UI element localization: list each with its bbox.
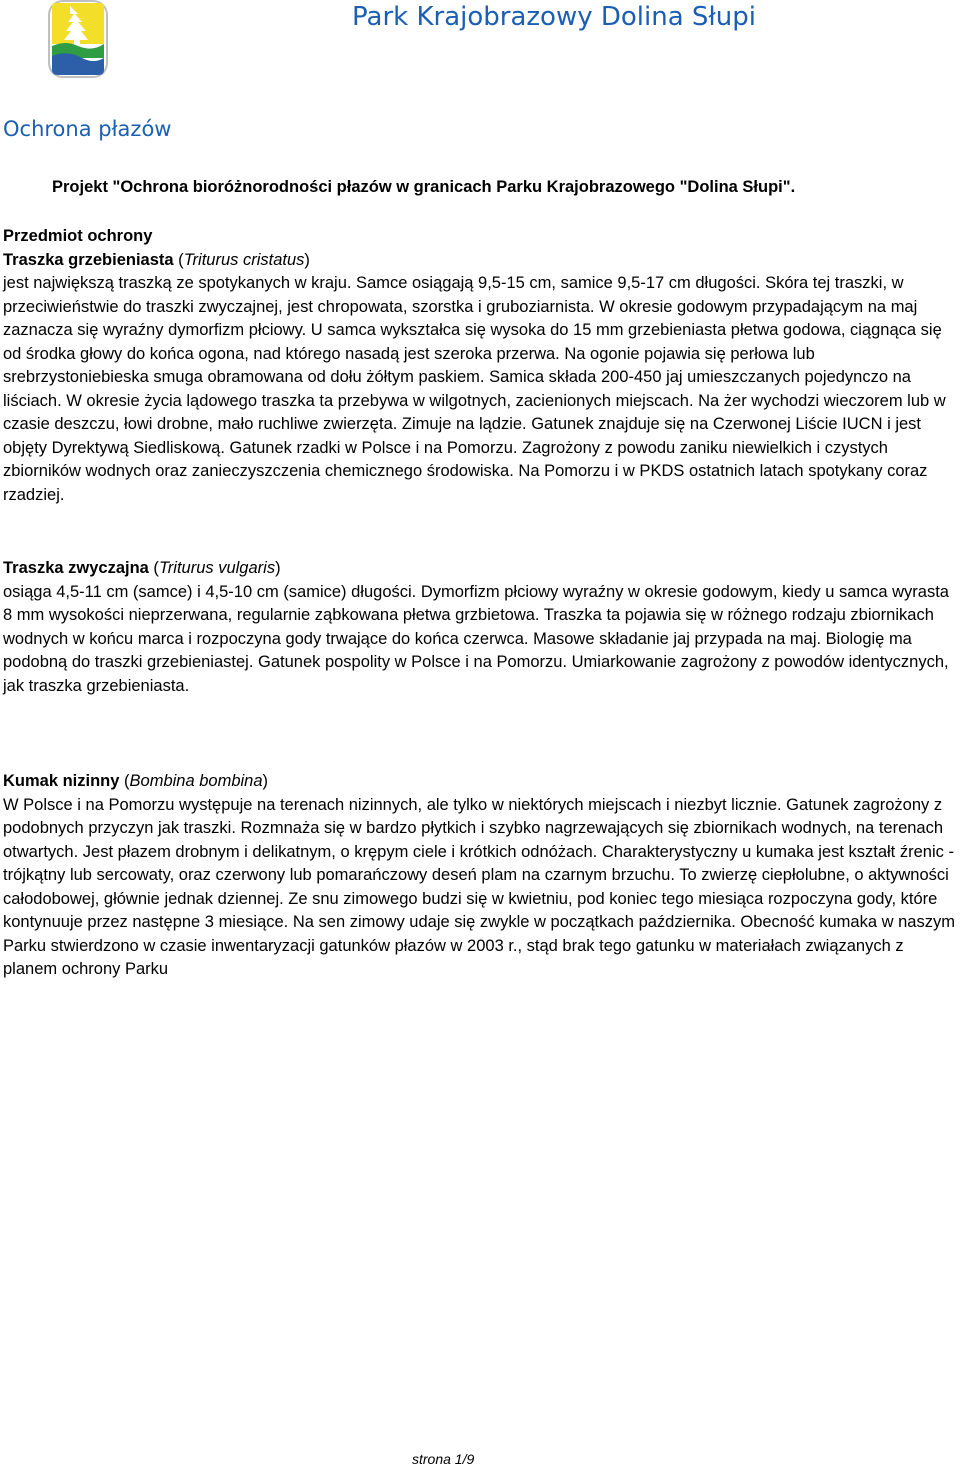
paren-close: ) [262, 772, 269, 790]
section-smooth-newt [3, 557, 960, 698]
paren-close: ) [304, 250, 310, 269]
species-description: W Polsce i na Pomorzu występuje na terenach nizinnych, ale tylko w niektórych miejscach i niezbyt licznie. Gatunek zagrożony z podobnych przyczyn jak traszki. Rozmnaża się w bardzo płytkich i szybko nagrzewających się zbiornikach wodnych, na terenach otwartych. Jest płazem drobnym i delikatnym, o krępym ciele i krótkich odnóżach. Charakterystyczny u kumaka jest kształt źrenic - trójkątny lub sercowaty, oraz czerwony lub pomarańczowy deseń plam na czarnym brzuchu. To zwierzę ciepłolubne, o aktywności całodobowej, głównie jednak dziennej. Ze snu zimowego budzi się w kwietniu, pod koniec tego miesiąca rozpoczyna gody, które kontynuuje przez następne 3 miesiące. Na sen zimowy udaje się zwykle w początkach października. Obecność kumaka w naszym Parku stwierdzono w czasie inwentaryzacji gatunków płazów w 2003 r., stąd brak tego gatunku w materiałach związanych z planem ochrony Parku [3, 795, 955, 978]
paren-close: ) [275, 559, 281, 577]
species-name: Traszka grzebieniasta [3, 250, 174, 269]
section-fire-bellied-toad [3, 770, 960, 982]
project-title: Projekt "Ochrona bioróżnorodności płazów w granicach Parku Krajobrazowego "Dolina Słupi". [52, 178, 796, 196]
page-number: strona 1/9 [412, 1451, 475, 1467]
section-intro-heading: Przedmiot ochrony [3, 227, 153, 245]
paren-open: ( [148, 559, 159, 577]
species-description: osiąga 4,5-11 cm (samce) i 4,5-10 cm (samice) długości. Dymorfizm płciowy wyraźny w okresie godowym, kiedy u samca wyrasta 8 mm wysokości nieprzerwana, regularnie ząbkowana płetwa grzbietowa. Traszka ta pojawia się w różnego rodzaju zbiornikach wodnych w końcu marca i rozpoczyna gody trwające do końca czerwca. Masowe składanie jaj przypada na maj. Biologię ma podobną do traszki grzebieniastej. Gatunek pospolity w Polsce i na Pomorzu. Umiarkowanie zagrożony z powodów identycznych, jak traszka grzebieniasta. [3, 582, 949, 695]
park-logo [48, 0, 108, 78]
species-heading [3, 770, 960, 794]
species-description: jest największą traszką ze spotykanych w kraju. Samce osiągają 9,5-15 cm, samice 9,5-17 cm długości. Skóra tej traszki, w przeciwieństwie do traszki zwyczajnej, jest chropowata, szorstka i gruboziarnista. W okresie godowym przypadającym na maj zaznacza się wyraźny dymorfizm płciowy. U samca wykształca się wysoka do 15 mm grzebieniasta płetwa godowa, ciągnąca się od środka głowy do końca ogona, nad którego nasadą jest szeroka przerwa. Na ogonie pojawia się perłowa lub srebrzystoniebieska smuga obramowana od dołu żółtym paskiem. Samica składa 200-450 jaj umieszczanych pojedynczo na liściach. W okresie życia lądowego traszka ta przebywa w wilgotnych, zacienionych miejscach. Na żer wychodzi wieczorem lub w czasie deszczu, łowi drobne, mało ruchliwe zwierzęta. Zimuje na lądzie. Gatunek znajduje się na Czerwonej Liście IUCN i jest objęty Dyrektywą Siedliskową. Gatunek rzadki w Polsce i na Pomorzu. Zagrożony z powodu zaniku niewielkich i czystych zbiorników wodnych oraz zanieczyszczenia chemicznego środowiska. Na Pomorzu i w PKDS ostatnich latach spotykany coraz rzadziej. [3, 274, 946, 504]
paren-open: ( [173, 250, 184, 269]
section-crested-newt [3, 225, 960, 507]
species-heading [3, 557, 960, 581]
paren-open: ( [119, 772, 130, 790]
species-latin-name: Triturus cristatus [183, 250, 305, 269]
species-heading [3, 249, 960, 273]
page-heading: Ochrona płazów [3, 117, 172, 141]
species-latin-name: Bombina bombina [129, 772, 263, 790]
species-latin-name: Triturus vulgaris [158, 559, 276, 577]
site-title: Park Krajobrazowy Dolina Słupi [352, 2, 757, 32]
species-name: Traszka zwyczajna [3, 559, 149, 577]
species-name: Kumak nizinny [3, 772, 120, 790]
